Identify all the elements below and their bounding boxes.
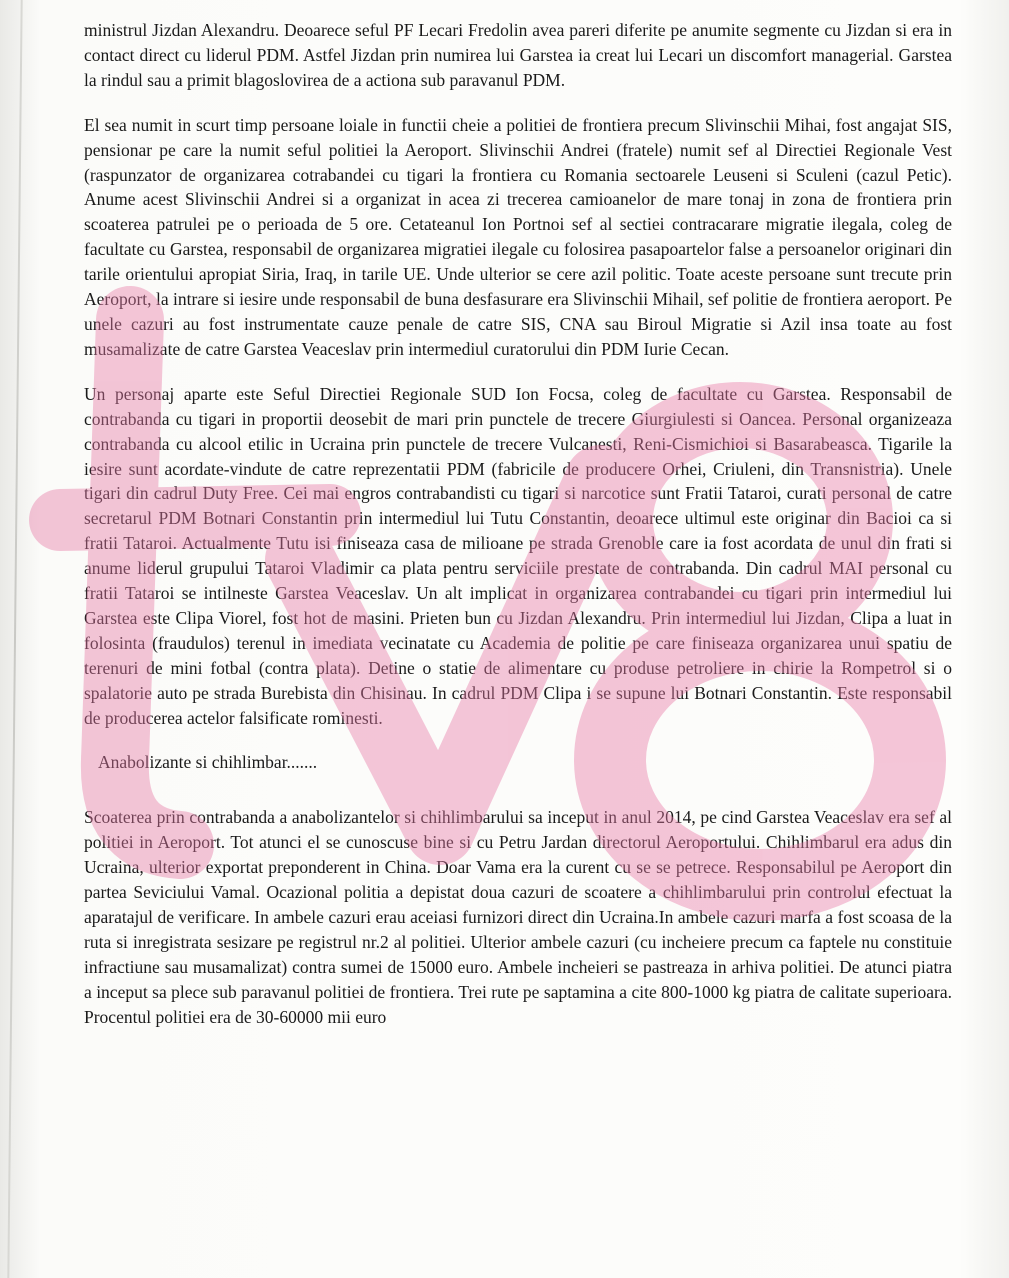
paragraph-4: Scoaterea prin contrabanda a anabolizantelor si chihlimbarului sa inceput in anul 2014, pe cind Garstea Veaceslav era sef al politiei in Aeroport. Tot atunci el se cunoscuse bine si cu Petru Jardan directorul Aeroportului. Chihlimbarul era adus din Ucraina, ulterior exportat preponderent in China. Doar Vama era la curent cu se se petrece. Responsabilul pe Aeroport din partea Seviciului Vamal. Ocazional politia a depistat doua cazuri de scoatere a chihlimbarului prin controlul efectuat la aparatajul de verificare. In ambele cazuri erau aceiasi furnizori direct din Ucraina.In ambele cazuri marfa a fost scoasa de la ruta si inregistrata sesizare pe registrul nr.2 al politiei. Ulterior ambele cazuri (cu incheiere precum ca faptele nu constituie infractiune sau musamalizat) contra sumei de 15000 euro. Ambele incheieri se pastreaza in arhiva politiei. De atunci piatra a inceput sa plece sub paravanul politiei de frontiera. Trei rute pe saptamina a cite 800-1000 kg piatra de calitate superioara. Procentul politiei era de 30-60000 mii euro [84,807,952,1027]
page-edge-shadow [7,0,22,1278]
paragraph-3: Un personaj aparte este Seful Directiei Regionale SUD Ion Focsa, coleg de facultate cu Garstea. Responsabil de contrabanda cu tigari in proportii deosebit de mari prin punctele de trecere Giurgiulesti si Oancea. Personal organizeaza contrabanda cu alcool etilic in Ucraina prin punctele de trecere Vulcanesti, Reni-Cismichioi si Basarabeasca. Tigarile la iesire sunt acordate-vindute de catre reprezentatii PDM (fabricile de producere Orhei, Criuleni, din Transnistria). Unele tigari din cadrul Duty Free. Cei mai engros contrabandisti cu tigari si narcotice sunt Fratii Tataroi, curati personal de catre secretarul PDM Botnari Constantin prin intermediul lui Tutu Constantin, deoarece ultimul este originar din Bacioi ca si fratii Tataroi. Actualmente Tutu isi finiseaza casa de milioane pe strada Grenoble care ia fost acordata de unul din frati si anume liderul grupului Tataroi Vladimir ca plata pentru serviciile prestate de contrabanda. Din cadrul MAI personal cu fratii Tataroi se intilneste Garstea Veaceslav. Un alt implicat in organizarea contrabandei cu tigari prin intermediul lui Garstea este Clipa Viorel, fost hot de masini. Prieten bun cu Jizdan Alexandru. Prin intermediul lui Jizdan, Clipa a luat in folosinta (fraudulos) terenul in imediata vecinatate cu Academia de politie pe care finiseaza organizarea unui spatiu de terenuri de mini fotbal (contra plata). Detine o statie de alimentare cu produse petroliere in chirie la Rompetrol si o spalatorie auto pe strada Burebista din Chisinau. In cadrul PDM Clipa i se supune lui Botnari Constantin. Este responsabil de producerea actelor falsificate rominesti. [84,383,952,728]
document-body [84,18,952,1050]
paragraph-1: ministrul Jizdan Alexandru. Deoarece seful PF Lecari Fredolin avea pareri diferite pe anumite segmente cu Jizdan si era in contact direct cu liderul PDM. Astfel Jizdan prin numirea lui Garstea ia creat lui Lecari un discomfort managerial. Garstea la rindul sau a primit blagoslovirea de a actiona sub paravanul PDM. [84,20,952,90]
paragraph-2: El sea numit in scurt timp persoane loiale in functii cheie a politiei de frontiera precum Slivinschii Mihai, fost angajat SIS, pensionar pe care la numit seful politiei la Aeroport. Slivinschii Andrei (fratele) numit sef al Directiei Regionale Vest (raspunzator de organizarea cotrabandei cu tigari la frontiera cu Romania sectoarele Leuseni si Sculeni (cazul Petic). Anume acest Slivinschii Andrei si a organizat in acea zi trecerea camioanelor de mare tonaj in zona de frontiera prin scoaterea patrulei pe o perioada de 5 ore. Cetateanul Ion Portnoi sef al sectiei contracarare migratie ilegala, coleg de facultate cu Garstea, responsabil de organizarea migratiei ilegale cu folosirea pasapoartelor false a persoanelor originari din tarile orientului apropiat Siria, Iraq, in tarile UE. Unde ulterior se cere azil politic. Toate aceste persoane sunt trecute prin Aeroport, la intrare si iesire unde responsabil de buna desfasurare era Slivinschii Mihail, sef politie de frontiera aeroport. Pe unele cazuri au fost instrumentate cauze penale de catre SIS, CNA sau Biroul Migratie si Azil insa toate au fost musamalizate de catre Garstea Veaceslav prin intermediul curatorului din PDM Iurie Cecan. [84,114,952,359]
section-heading: Anabolizante si chihlimbar....... [98,752,318,773]
